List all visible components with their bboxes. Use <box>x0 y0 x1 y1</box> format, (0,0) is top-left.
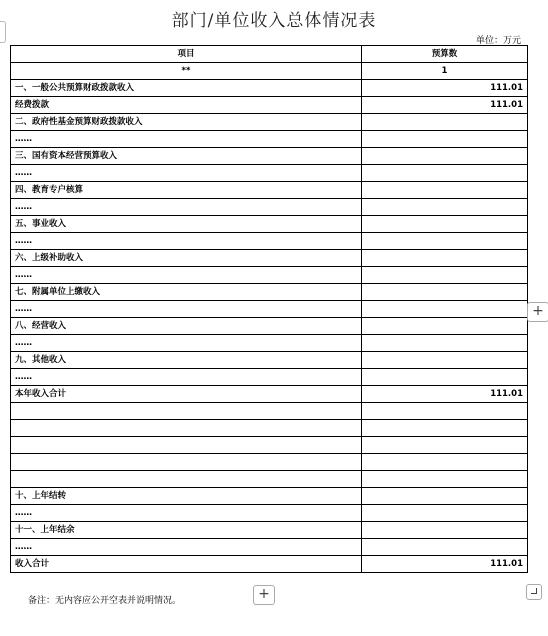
row-value-cell <box>362 165 528 182</box>
row-item-cell <box>11 471 362 488</box>
table-row <box>11 284 528 301</box>
row-value-cell <box>362 267 528 284</box>
row-item-cell: …… <box>11 539 362 556</box>
add-column-button[interactable] <box>527 302 548 322</box>
row-item-cell: 本年收入合计 <box>11 386 362 403</box>
row-value-cell <box>362 403 528 420</box>
row-item-cell: …… <box>11 301 362 318</box>
row-value-cell <box>362 454 528 471</box>
row-item-cell: …… <box>11 505 362 522</box>
row-item-cell <box>11 420 362 437</box>
table-row <box>11 216 528 233</box>
row-item-cell <box>11 403 362 420</box>
row-value-cell <box>362 114 528 131</box>
row-value-cell <box>362 250 528 267</box>
row-value-cell <box>362 539 528 556</box>
row-value-cell: 111.01 <box>362 80 528 97</box>
row-item-cell: …… <box>11 233 362 250</box>
table-row <box>11 335 528 352</box>
row-value-cell <box>362 233 528 250</box>
table-row <box>11 369 528 386</box>
row-value-cell <box>362 335 528 352</box>
row-value-cell <box>362 420 528 437</box>
row-item-cell: …… <box>11 131 362 148</box>
table-row <box>11 114 528 131</box>
row-item-cell <box>11 437 362 454</box>
table-row <box>11 403 528 420</box>
add-row-button[interactable] <box>253 585 275 605</box>
table-row <box>11 488 528 505</box>
income-table <box>10 45 528 573</box>
table-row <box>11 165 528 182</box>
row-value-cell <box>362 216 528 233</box>
table-row <box>11 318 528 335</box>
table-row <box>11 437 528 454</box>
row-item-cell: 七、附属单位上缴收入 <box>11 284 362 301</box>
row-value-cell <box>362 148 528 165</box>
row-item-cell: …… <box>11 335 362 352</box>
row-item-cell: 四、教育专户核算 <box>11 182 362 199</box>
table-row <box>11 522 528 539</box>
table-row <box>11 352 528 369</box>
row-item-cell: …… <box>11 165 362 182</box>
table-row <box>11 471 528 488</box>
row-value-cell <box>362 488 528 505</box>
row-value-cell <box>362 369 528 386</box>
page-title: 部门/单位收入总体情况表 <box>171 11 377 31</box>
table-row <box>11 454 528 471</box>
row-value-cell: 111.01 <box>362 97 528 114</box>
row-value-cell: 111.01 <box>362 556 528 573</box>
unit-label: 单位：万元 <box>475 36 521 46</box>
row-item-cell: ** <box>11 63 362 80</box>
table-row <box>11 148 528 165</box>
table-row <box>11 131 528 148</box>
row-item-cell: 收入合计 <box>11 556 362 573</box>
row-value-cell <box>362 182 528 199</box>
row-value-cell <box>362 437 528 454</box>
row-item-cell: 经费拨款 <box>11 97 362 114</box>
row-value-cell <box>362 284 528 301</box>
row-item-cell: 十、上年结转 <box>11 488 362 505</box>
resize-handle-icon[interactable] <box>526 584 542 600</box>
table-row <box>11 182 528 199</box>
header-value: 预算数 <box>362 46 528 63</box>
table-row <box>11 233 528 250</box>
row-item-cell: 九、其他收入 <box>11 352 362 369</box>
row-value-cell: 1 <box>362 63 528 80</box>
table-row <box>11 199 528 216</box>
row-item-cell: 八、经营收入 <box>11 318 362 335</box>
footnote: 备注：无内容应公开空表并说明情况。 <box>28 596 182 606</box>
row-item-cell: 五、事业收入 <box>11 216 362 233</box>
row-value-cell <box>362 505 528 522</box>
row-value-cell <box>362 471 528 488</box>
row-value-cell <box>362 301 528 318</box>
row-item-cell: …… <box>11 267 362 284</box>
table-row <box>11 301 528 318</box>
plus-icon: + <box>532 303 544 319</box>
row-item-cell: 一、一般公共预算财政拨款收入 <box>11 80 362 97</box>
table-header-row <box>11 46 528 63</box>
row-item-cell: 三、国有资本经营预算收入 <box>11 148 362 165</box>
row-item-cell <box>11 454 362 471</box>
row-item-cell: 十一、上年结余 <box>11 522 362 539</box>
row-value-cell <box>362 352 528 369</box>
row-value-cell <box>362 522 528 539</box>
plus-icon: + <box>258 586 270 602</box>
row-value-cell <box>362 318 528 335</box>
row-item-cell: …… <box>11 369 362 386</box>
row-value-cell: 111.01 <box>362 386 528 403</box>
row-item-cell: 二、政府性基金预算财政拨款收入 <box>11 114 362 131</box>
table-row <box>11 556 528 573</box>
header-item: 项目 <box>11 46 362 63</box>
table-row <box>11 63 528 80</box>
table-row <box>11 97 528 114</box>
table-row <box>11 80 528 97</box>
row-item-cell: 六、上级补助收入 <box>11 250 362 267</box>
table-row <box>11 250 528 267</box>
table-row <box>11 267 528 284</box>
row-item-cell: …… <box>11 199 362 216</box>
row-value-cell <box>362 131 528 148</box>
table-row <box>11 539 528 556</box>
table-row <box>11 386 528 403</box>
row-value-cell <box>362 199 528 216</box>
table-row <box>11 505 528 522</box>
table-row <box>11 420 528 437</box>
